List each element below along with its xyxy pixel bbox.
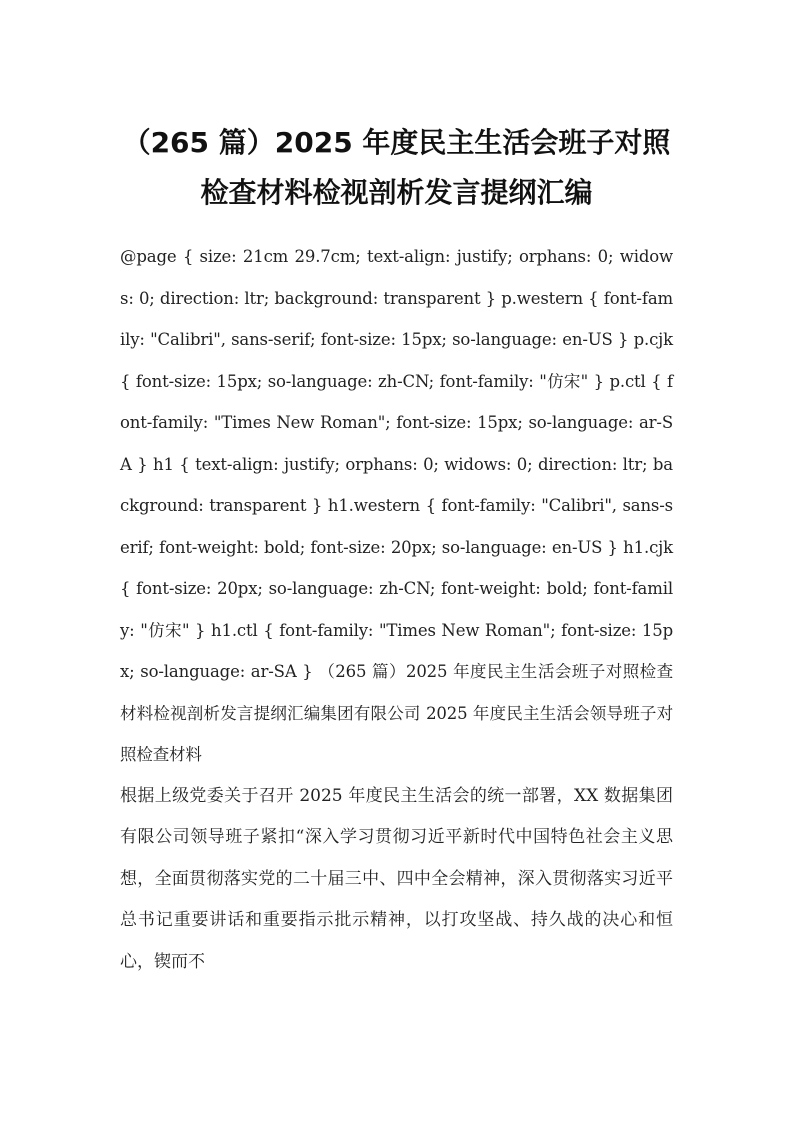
body-paragraph-intro: 根据上级党委关于召开 2025 年度民主生活会的统一部署，XX 数据集团有限公司领导班子紧扣“深入学习贯彻习近平新时代中国特色社会主义思想，全面贯彻落实党的二十届三中、四中全会精神，深入贯彻落实习近平总书记重要讲话和重要指示批示精神，以打攻坚战、持久战的决心和恒心，锲而不 bbox=[120, 785, 673, 972]
document-body bbox=[120, 236, 673, 983]
document-title: （265 篇）2025 年度民主生活会班子对照检查材料检视剖析发言提纲汇编 bbox=[122, 126, 671, 209]
body-paragraph-stylesheet-text: @page { size: 21cm 29.7cm; text-align: justify; orphans: 0; widows: 0; direction: ltr; background: transparent } p.western { font-family: "Calibri", sans-serif; font-size: 15px; so-language: en-US } p.cjk { font-size: 15px; so-language: zh-CN; font-family: "仿宋" } p.ctl { font-family: "Times New Roman"; font-size: 15px; so-language: ar-SA } h1 { text-align: justify; orphans: 0; widows: 0; direction: ltr; background: transparent } h1.western { font-family: "Calibri", sans-serif; font-weight: bold; font-size: 20px; so-language: en-US } h1.cjk { font-size: 20px; so-language: zh-CN; font-weight: bold; font-family: "仿宋" } h1.ctl { font-family: "Times New Roman"; font-size: 15px; so-language: ar-SA } （265 篇）2025 年度民主生活会班子对照检查材料检视剖析发言提纲汇编集团有限公司 2025 年度民主生活会领导班子对照检查材料 bbox=[120, 247, 673, 764]
